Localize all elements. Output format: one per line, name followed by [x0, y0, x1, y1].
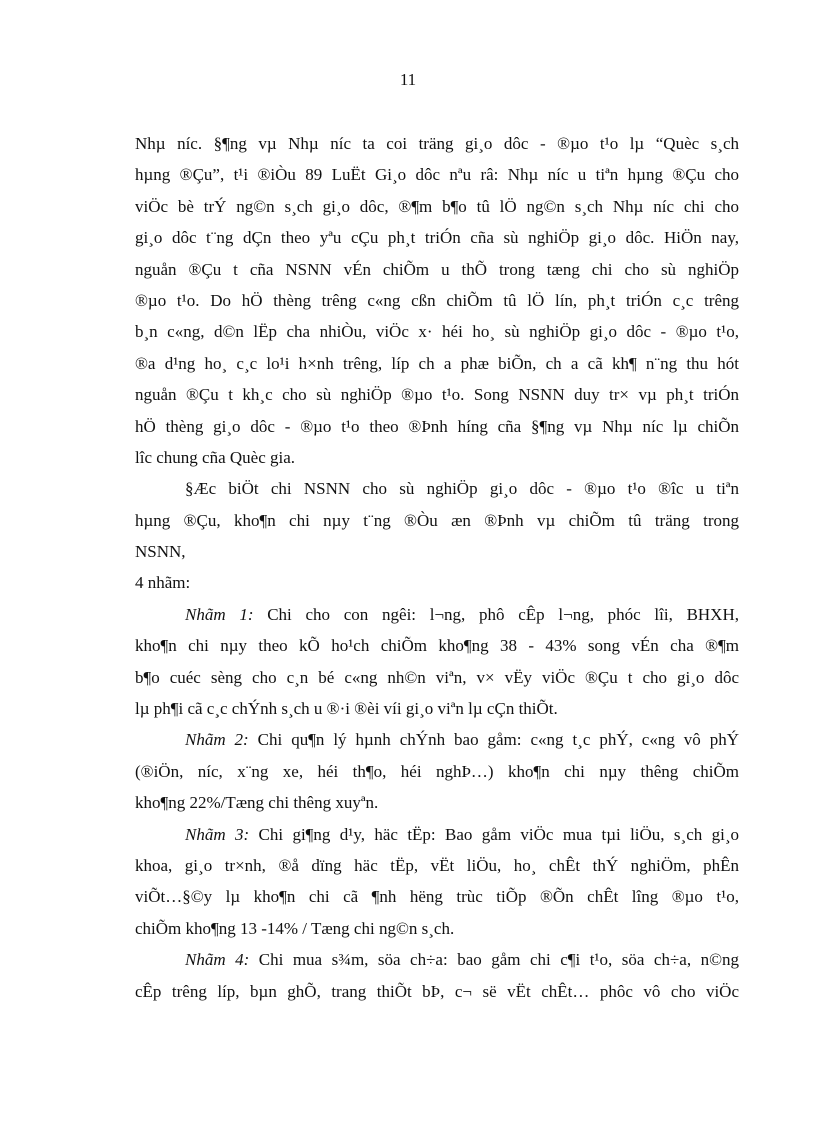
group-label: Nhãm 4:	[185, 950, 250, 970]
text-line: (®iÖn, níc, x¨ng xe, héi th¶o, héi nghÞ…) kho¶n chi nµy thêng chiÕm	[135, 761, 739, 781]
text-line: gi¸o dôc t¨ng dÇn theo yªu cÇu ph¸t triÓn cña sù nghiÖp gi¸o dôc. HiÖn nay,	[135, 228, 739, 248]
text-span: Chi cho con ngêi: l¬ng, phô cÊp l¬ng, phóc lîi, BHXH,	[253, 604, 739, 624]
text-line: b¸n c«ng, d©n lËp cha nhiÒu, viÖc x· héi ho¸ sù nghiÖp gi¸o dôc - ®µo t¹o,	[135, 322, 739, 342]
paragraph-line	[135, 822, 739, 853]
text-line: viÖc bè trÝ ng©n s¸ch gi¸o dôc, ®¶m b¶o tû lÖ ng©n s¸ch Nhµ níc chi cho	[135, 196, 739, 216]
text-line: nguån ®Çu t cña NSNN vÉn chiÕm u thÕ trong tæng chi cho sù nghiÖp	[135, 259, 739, 279]
paragraph-line	[135, 947, 739, 978]
text-line: b¶o cuéc sèng cho c¸n bé c«ng nh©n viªn, v× vËy viÖc ®Çu t cho gi¸o dôc	[135, 667, 739, 687]
paragraph-line	[135, 602, 739, 633]
group-label: Nhãm 3:	[185, 824, 250, 844]
text-span: Chi mua s¾m, söa ch÷a: bao gåm chi c¶i t¹o, söa ch÷a, n©ng	[249, 950, 739, 970]
group-label: Nhãm 2:	[185, 730, 249, 750]
text-line: 4 nhãm:	[135, 573, 191, 593]
text-line: khoa, gi¸o tr×nh, ®å dïng häc tËp, vËt liÖu, ho¸ chÊt thÝ nghiÖm, phÊn	[135, 855, 739, 875]
body-text	[135, 131, 739, 1010]
text-span: Chi gi¶ng d¹y, häc tËp: Bao gåm viÖc mua tµi liÖu, s¸ch gi¸o	[249, 824, 739, 844]
text-line: lîc chung cña Quèc gia.	[135, 447, 296, 467]
text-line: Nhµ níc. §¶ng vµ Nhµ níc ta coi träng gi¸o dôc - ®µo t¹o lµ “Quèc s¸ch	[135, 134, 739, 153]
text-line: hÖ thèng gi¸o dôc - ®µo t¹o theo ®Þnh híng cña §¶ng vµ Nhµ níc lµ chiÕn	[135, 416, 739, 436]
text-line: §Æc biÖt chi NSNN cho sù nghiÖp gi¸o dôc - ®µo t¹o ®îc u tiªn	[185, 479, 739, 499]
text-line: nguån ®Çu t kh¸c cho sù nghiÖp ®µo t¹o. Song NSNN duy tr× vµ ph¸t triÓn	[135, 385, 739, 405]
text-line: ®a d¹ng ho¸ c¸c lo¹i h×nh trêng, líp ch a phæ biÕn, ch a cã kh¶ n¨ng thu hót	[135, 353, 739, 373]
group-label: Nhãm 1:	[185, 604, 254, 624]
text-span: Chi qu¶n lý hµnh chÝnh bao gåm: c«ng t¸c phÝ, c«ng vô phÝ	[248, 730, 739, 750]
text-line: kho¶n chi nµy theo kÕ ho¹ch chiÕm kho¶ng 38 - 43% song vÉn cha ®¶m	[135, 636, 739, 656]
text-line: ®µo t¹o. Do hÖ thèng trêng c«ng cßn chiÕm tû lÖ lín, ph¸t triÓn c¸c trêng	[135, 290, 739, 310]
text-line: chiÕm kho¶ng 13 -14% / Tæng chi ng©n s¸ch.	[135, 918, 455, 938]
paragraph-line	[135, 727, 739, 758]
text-line: cÊp trêng líp, bµn ghÕ, trang thiÕt bÞ, c¬ së vËt chÊt… phôc vô cho viÖc	[135, 981, 739, 1001]
text-line: lµ ph¶i cã c¸c chÝnh s¸ch u ®·i ®èi víi gi¸o viªn lµ cÇn thiÕt.	[135, 699, 558, 719]
text-line: hµng ®Çu, kho¶n chi nµy t¨ng ®Òu æn ®Þnh vµ chiÕm tû träng trong	[135, 510, 739, 530]
text-line: NSNN,	[135, 542, 186, 562]
page-number: 11	[399, 70, 417, 89]
text-line: kho¶ng 22%/Tæng chi thêng xuyªn.	[135, 793, 379, 813]
text-line: viÕt…§©y lµ kho¶n chi cã ¶nh hëng trùc tiÕp ®Õn chÊt lîng ®µo t¹o,	[135, 887, 739, 907]
text-line: hµng ®Çu”, t¹i ®iÒu 89 LuËt Gi¸o dôc nªu râ: Nhµ níc u tiªn hµng ®Çu cho	[135, 165, 739, 185]
